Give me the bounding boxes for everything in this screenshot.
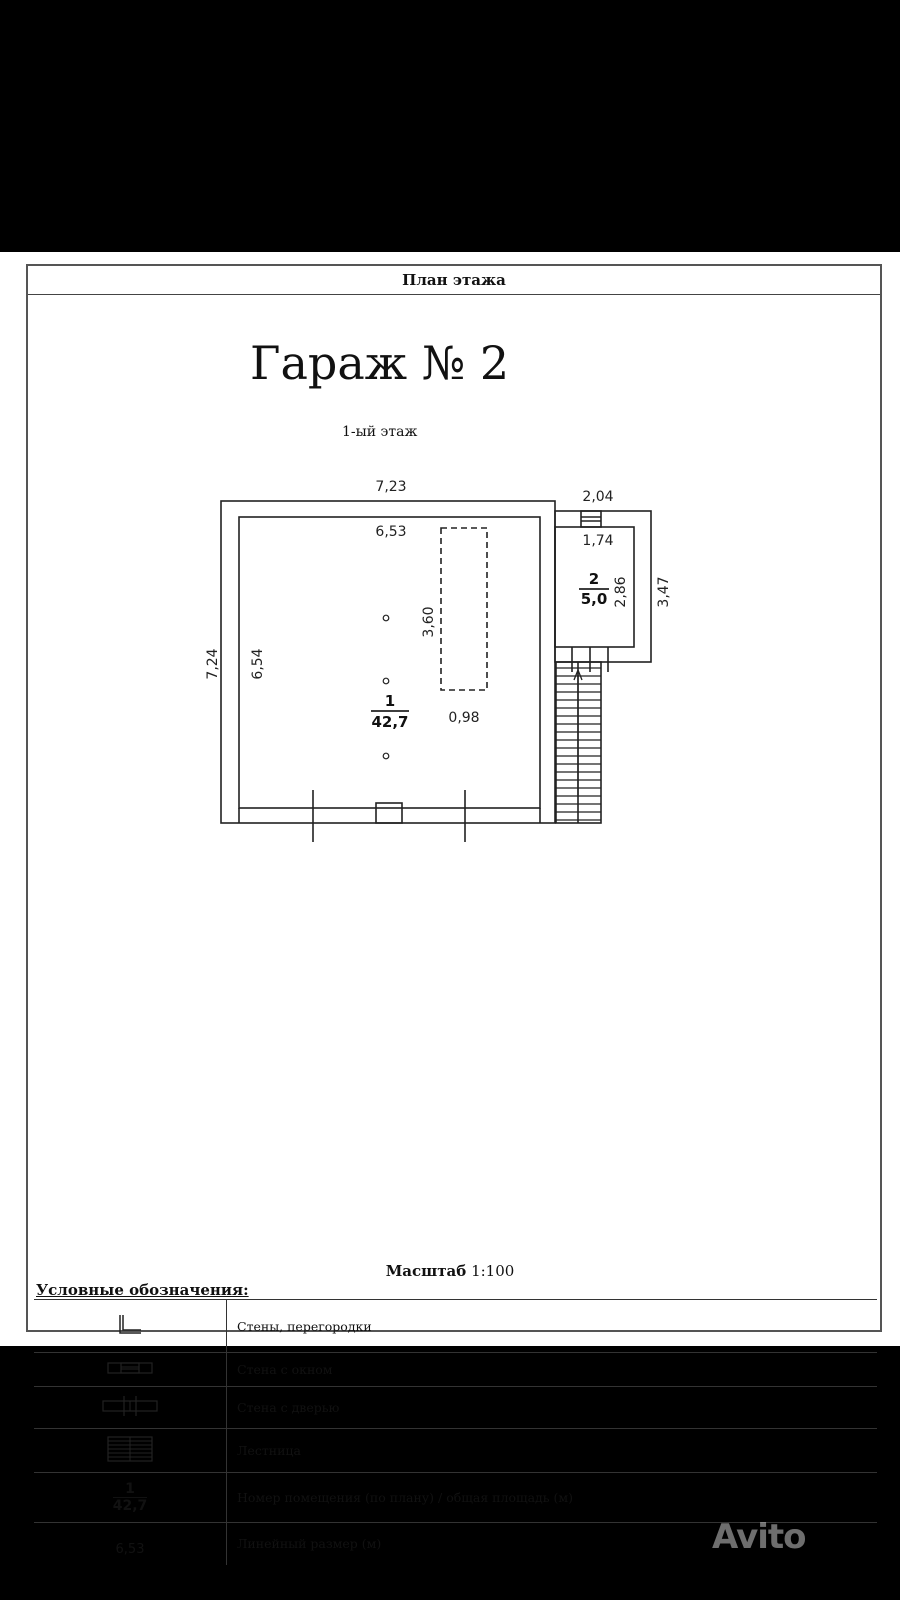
dim-inner-width: 6,53 xyxy=(375,524,407,540)
legend-row xyxy=(34,1473,877,1523)
floor-label: 1-ый этаж xyxy=(342,424,418,440)
dim-room2-inner-width: 1,74 xyxy=(582,533,614,549)
post-marker xyxy=(383,753,389,759)
gate-element xyxy=(376,803,402,823)
dim-pit-width: 0,98 xyxy=(448,710,480,726)
room1-number: 1 xyxy=(384,692,396,710)
dim-pit-length: 3,60 xyxy=(421,606,437,638)
sheet-header: План этажа xyxy=(28,266,880,295)
legend-title: Условные обозначения: xyxy=(36,1281,249,1299)
legend-row xyxy=(34,1429,877,1473)
legend-label: Стены, перегородки xyxy=(227,1300,878,1353)
avito-watermark: Avito xyxy=(712,1517,806,1557)
legend-row xyxy=(34,1353,877,1387)
room2-number: 2 xyxy=(588,570,600,588)
floor-plan-drawing xyxy=(0,252,900,1346)
door-wall-icon xyxy=(34,1387,227,1429)
dim-outer-height: 7,24 xyxy=(205,648,221,680)
legend-row xyxy=(34,1300,877,1353)
post-marker xyxy=(383,678,389,684)
inspection-pit xyxy=(441,528,487,690)
legend-row xyxy=(34,1387,877,1429)
dim-room2-outer-height: 3,47 xyxy=(656,576,672,608)
stairs-icon xyxy=(34,1429,227,1473)
dim-outer-width: 7,23 xyxy=(375,479,407,495)
legend-label: Стена с дверью xyxy=(227,1387,878,1429)
scale-label: Масштаб 1:100 xyxy=(385,1262,515,1280)
room1-area: 42,7 xyxy=(371,713,409,731)
dim-room2-outer-width: 2,04 xyxy=(582,489,614,505)
plan-sheet xyxy=(0,252,900,1557)
garage-inner-wall xyxy=(239,517,540,808)
wall-corner-icon xyxy=(34,1300,227,1353)
window-wall-icon xyxy=(34,1353,227,1387)
dim-inner-height: 6,54 xyxy=(250,648,266,680)
legend-label: Линейный размер (м) xyxy=(227,1523,878,1565)
linear-dimension-sample: 6,53 xyxy=(34,1523,227,1565)
room2-area: 5,0 xyxy=(580,590,608,608)
legend-label: Номер помещения (по плану) / общая площадь (м) xyxy=(227,1473,878,1523)
post-marker xyxy=(383,615,389,621)
garage-outer-wall xyxy=(221,501,555,823)
room-fraction-sample: $\frac{1}{42,7}$ xyxy=(34,1473,227,1523)
dim-room2-inner-height: 2,86 xyxy=(613,576,629,608)
legend-label: Стена с окном xyxy=(227,1353,878,1387)
plan-title: Гараж № 2 xyxy=(250,336,510,390)
room2-window xyxy=(581,511,601,527)
legend-label: Лестница xyxy=(227,1429,878,1473)
